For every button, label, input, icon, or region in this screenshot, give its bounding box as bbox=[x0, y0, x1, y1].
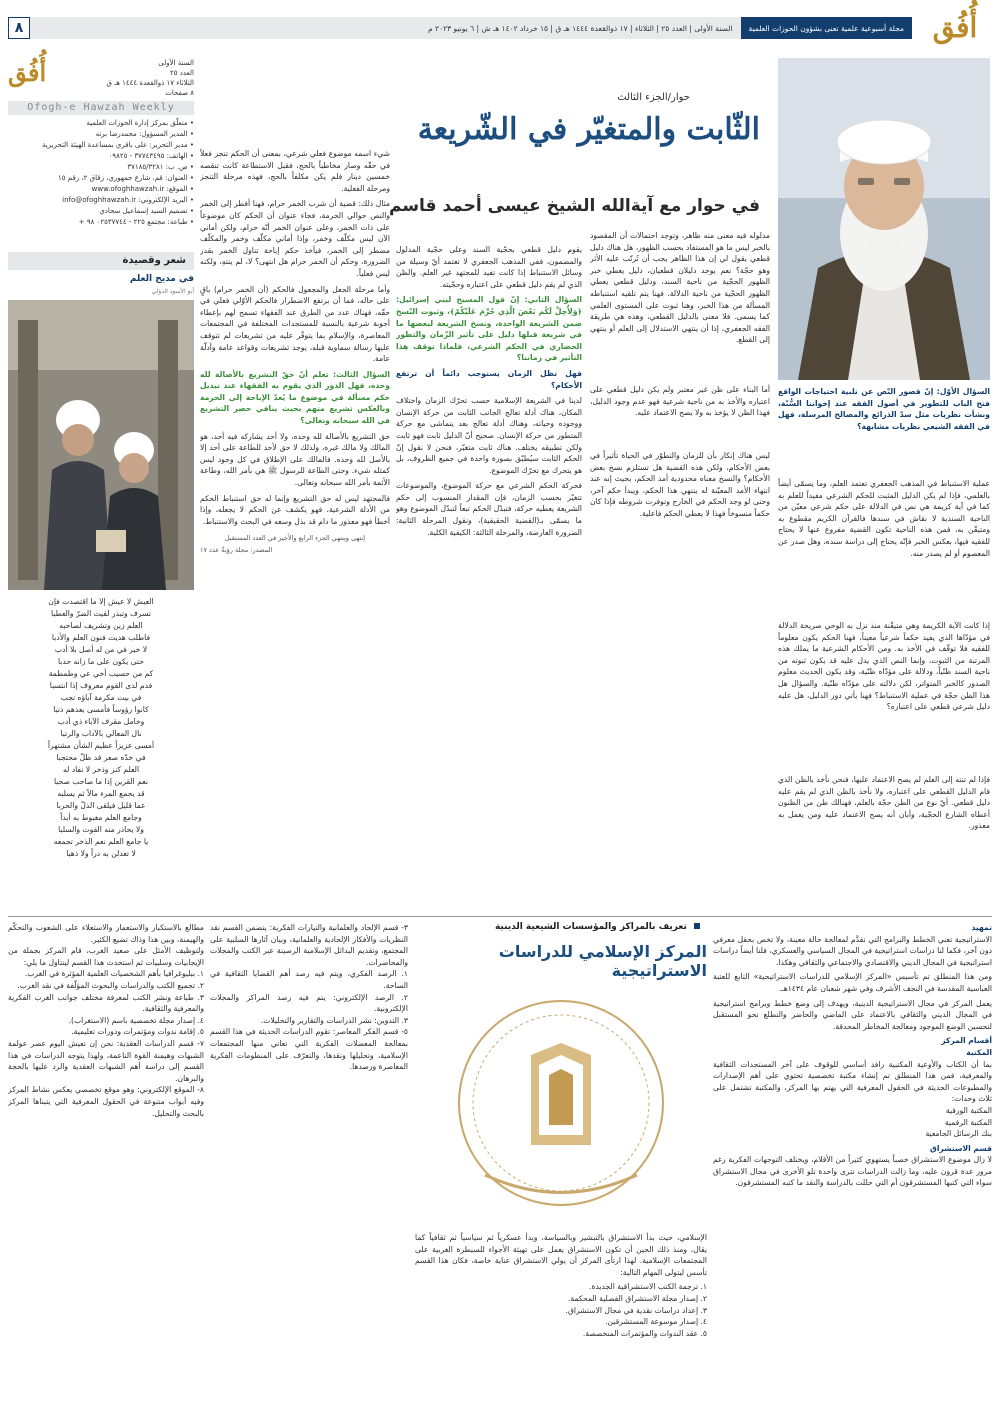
header-issue-info: السنة الأولى | العدد ٢٥ | الثلاثاء | ١٧ ذوالقعدة ١٤٤٤ هـ ق | ١٥ خرداد ١٤٠٢ هـ ش | ٦ يونيو ٢٠٢٣ م bbox=[30, 17, 741, 39]
section-tag bbox=[420, 922, 700, 932]
orient-label: قسم الاستشراق bbox=[930, 1143, 992, 1153]
masthead-pages: ٨ صفحات bbox=[165, 89, 194, 97]
article-middle-text-2: لدينا في الشريعة الإسلامية حسب تحرّك الزمان واختلاف المكان، هناك أدلة تعالج الجانب الثابت من حركة الإنسان ووجوده وحياته، وهناك أدلة تعالج بعد يتماشى مع حركة المتطور من حركة الإنسان. صحيح أنّ الدليل ثابت فهو ثابت ولكن تطبيقه يختلف. هناك ثابت متغيّر، فنحن لا نقول إنّ الحكم الثابت سيُطبّق بصورة واحدة في جميع الظروف، بل هو يتحرك مع تحرّك الموضوع. bbox=[396, 396, 582, 475]
goal-text: يعمل المركز في مجال الاستراتيجية الدينية، ويهدف إلى وضع خطط وبرامج استراتيجية في المجال الديني والثقافي بالاعتماد على الماضي والحاضر والتطلع نحو المستقبل لتحسين الوضع الموجود ومعالجة المخاطر المحدقة. bbox=[713, 998, 992, 1031]
poem-verses: العيش لا عيش إلا ما اقتصدت فإن تسرف وتبذر لقيت الضرّ والعطبا العلم زين وتشريف لصاحبه فاطلب هديت فنون العلم والأدبا لا خير في من له أصل بلا أدب حتى يكون على ما زانه حدبا كم من حسيب أخي عي وطمطمة فدم لدى القوم معروف إذا انتسبا في بيت مكرمة آباؤه نجب كانوا رؤوساً فأمسى بعدهم ذنبا وخامل مقرف الآباء ذي أدب نال المعالي بالآداب والرتبا أمسى عزيزاً عظيم الشأن مشتهراً في خدّه صعر قد ظلّ محتجبا العلم كنز وذخر لا نفاد له نعم القرين إذا ما صاحب صحبا قد يجمع المرء مالاً ثم يسلبه عما قليل فيلقى الذلّ والحربا وجامع العلم مغبوط به أبداً ولا يحاذر منه الفوت والسلبا يا جامع العلم نعم الذخر تجمعه لا تعدلن به دراً ولا ذهبا bbox=[47, 597, 155, 858]
question-1 bbox=[778, 386, 990, 476]
article-col-3: فإذا لم تنته إلى العلم لم يصح الاعتماد عليها، فنحن نأخذ بالظن الذي قام الدليل القطعي على اعتباره، ولا نأخذ بالظن الذي لم يقم عليه دليل قطعي. أيّ نوع من الظن حجّة بالعلم، فهنالك ظن من الظنون أعطاه الشارع الحجّية، وأبان أنه يصح الاعتماد عليه ومن يعمل به معذور. bbox=[778, 775, 990, 831]
poem-author: أبو الأسود الدؤلي bbox=[151, 288, 194, 295]
question-2: السؤال الثاني: إنّ قول المسيح لبني إسرائيل: ﴿وَلِأُحِلَّ لَكُم بَعْضَ الَّذِي حُرِّمَ عَلَيْكُمْ﴾، وثبوت النّسخ ضمن الشريعة الواحدة، ونسخ الشريعة لبعضها ما في شريعة قبلها دليل على تأثير الزّمان والتطور الحضاري في الحكم الشرعي، فلماذا توقف هذا التأثير في زماننا؟ bbox=[396, 295, 582, 363]
center-logo-icon bbox=[415, 985, 707, 1225]
library-unit: المكتبة الورقية bbox=[945, 1105, 992, 1115]
library-unit: المكتبة الرقمية bbox=[944, 1117, 992, 1127]
page-header bbox=[8, 8, 992, 48]
masthead-item: • متعلّق بمركز إدارة الحوزات العلمية bbox=[8, 118, 194, 128]
article-left-text-1: شيء اسمه موضوع فعلي شرعي، بمعنى أن الحكم تنجز فعلاً في حقّه وصار مخاطباً بالحج، فقبل الاستطاعة كانت تنقصه خمسين دينار فلم يكن مكلفاً بالحج، فهذه مرحلة التنجز ومرحلة الفعلية. bbox=[200, 149, 390, 193]
masthead-date: الثلاثاء ١٧ ذوالقعدة ١٤٤٤ هـ ق bbox=[106, 79, 194, 87]
article-col-2: إذا كانت الآية الكريمة وهي متيقّنة منذ نزل به الوحي صريحة الدلالة في مؤدّاها الذي يفيد حكماً شرعياً معيناً، فهنا الحكم يكون معلوماً للفقيه فلا توقّف في الأخذ به. ومن الأحكام الشرعية ما يملك هذه المرتبة من الثبوت، وإنما النص الذي يدل عليه قد يكون ثبوته من ناحية السند ظنّياً، ودلالة على مؤدّاه ظنّية، وقد يكون الحديث معلوم الصدور كالخبر المتواتر، لكن دلالته على مؤدّاه ظنّية. والسؤال هل هذا الظن حجّة في عملية الاستنباط؟ فهنا يأتي دور الدليل، هل عليه دليل شرعي قطعي على اعتباره؟ bbox=[778, 621, 990, 712]
masthead-item: • تصميم السيد إسماعيل سجادي bbox=[8, 206, 194, 216]
masthead-item: • العنوان: قم، شارع جمهوري، زقاق ٢، رقم ١٥ bbox=[8, 173, 194, 183]
institution-emblem bbox=[415, 985, 707, 1225]
institution-title: المركز الإسلامي للدراسات الاستراتيجية bbox=[498, 942, 707, 980]
article-left-end: فالمجتهد ليس له حق التشريع وإنما له حق استنباط الحكم من الأدلة الشرعية، فهو يكشف عن الحكم لا يجعله، وإذا أخطأ فهو معذور ما دام قد بذل وسعه في البحث والاستنباط. bbox=[200, 493, 390, 526]
founding-text: ومن هذا المنطلق تم تأسيس «المركز الإسلامي للدراسات الاستراتيجية» التابع للعتبة العباسية المقدسة في النجف الأشرف وفي شهر شعبان عام ١٤٣٤هـ. bbox=[713, 972, 992, 993]
masthead-issue: العدد ٢٥ bbox=[169, 69, 194, 77]
students-illustration bbox=[8, 300, 194, 590]
article-middle-text-1: يقوم دليل قطعي بحجّية السند وعلى حجّية المدلول والمضمون، ففي المذهب الجعفري لا تعتمد أيّ وسيلة من وسائل الاستنباط إذا كانت تفيد للمجتهد غير العلم. والظن الذي لم يقم دليل قطعي على اعتباره وحجّيته. bbox=[396, 245, 582, 289]
article-middle-text-3: فحركة الحكم الشرعي مع حركة الموضوع، والموضوعات تتغيّر بحسب الزمان، فإن المقدار المنسوب إلى حكم الشريعة يعطيه حركة، فتبدّل الحكم تبعاً لتبدّل الموضوع وهو ما يسمّى بـ(القضية الحقيقية)، ونقول المرحلة الثانية: الضرورة العارضة، والمرحلة الثالثة: الكيفية الكلية. bbox=[396, 481, 582, 537]
article-col-left bbox=[200, 148, 390, 908]
question-4: السؤال الثالث: تعلم أنّ حقّ التشريع بالأصالة لله وحده، فهل الدور الذي يقوم به الفقهاء عند تبديل حكم مسألة في موضوع ما يُعدّ الإباحة إلى الحرمة وبالعكس تشريع متهم بحيث ينافي حصر التشريع في الله سبحانه وتعالى؟ bbox=[200, 369, 390, 426]
institution-col-3: ٣- قسم الإلحاد والعلمانية والتيارات الفكرية: يتضمن القسم نقد النظريات والأفكار الإلحادية والعلمانية، وبيان آثارها السلبية على المجتمع، وتقديم البدائل الإسلامية الرصينة عبر الكتب والمجلات والمحاضرات. ١. الرصد الفكري، ويتم فيه رصد أهم القضايا الثقافية في الساحة. ٢. الرصد الإلكتروني: يتم فيه رصد المراكز والمجلات الإلكترونية. ٣. التدوين: نشر الدراسات والتقارير والتحليلات. ٥- قسم الفكر المعاصر: تقوم الدراسات الحديثة في هذا القسم بمعالجة المعضلات الفكرية التي تعاني منها المجتمعات الإسلامية، وتحليلها ونقدها، والتعرّف على المنظومات الفكرية المعاصرة ورصدها. bbox=[210, 923, 408, 1072]
poetry-section-label: شعر وقصيدة bbox=[8, 252, 194, 270]
masthead-item: • المدير المسؤول: محمدرضا برته bbox=[8, 129, 194, 139]
article-kicker: حوار/الجزء الثالث bbox=[617, 92, 690, 103]
article-left-text-2: مثال ذلك: قضية أن شرب الخمر حرام، فهنا أفطر إلى الخمر والنص حوالي الحرمة، فجاء عنوان أن الحكم كان موضوعاً على ذات الخمر، وعلى عنوان الخمر أنّه حرام، ولكن أماني الآن ليس مكلّف وخمر، وإذا أماني مكلّف وخمر والمكلّف مضطر إلى الخمر، فيأخذ حكم إباحة تناول الخمر بقدر الضرورة، وحكم أن الخمر حرام هل انتهى؟ لا، لم ينتهِ، ولكنه ليس فعلياً. bbox=[200, 199, 390, 278]
question-3: فهل تظل الزمان يستوجب دائماً أن ترتفع الأحكام؟ bbox=[396, 368, 582, 390]
article-title: الثّابت والمتغيّر في الشّريعة bbox=[417, 112, 760, 147]
masthead-logo: أُفُق bbox=[8, 58, 47, 87]
masthead-item: • طباعة: مجتمع ٢٢٥ - ٠٢٥٣٧٧٤٤ ٩٨ + bbox=[8, 217, 194, 227]
students-photo bbox=[8, 300, 194, 590]
newspaper-logo: أُفُق bbox=[932, 11, 978, 44]
source-note: المصدر: مجلة رؤيةٌ عدد ١٧ bbox=[200, 546, 273, 554]
masthead-item: • ص. ب: ٣٧١٨٥/٣٢٨١ bbox=[8, 162, 194, 172]
intro-label: تمهيد bbox=[971, 923, 992, 932]
portrait-illustration bbox=[778, 58, 990, 380]
institution-col-4: مطالع بالاستكبار والاستعمار والاستعلاء على الشعوب والتحكّم والهيمنة، وبين هذا وذاك تضيع الكثير. ولتوظيف الأمثل على صعيد الغرب، قام المركز بجملة من الإيجابيات وسلبيات ثم استحدث هذا القسم لينتاول ما يلي: ١. ببليوغرافيا بأهم الشخصيات العلمية المؤثرة في الغرب. ٢. تجميع الكتب والدراسات والبحوث المؤلّفة في نقد الغرب. ٣. طباعة ونشر الكتب لمعرفة مختلف جوانب الغرب الفكرية والمعرفية والثقافية. ٤. إصدار مجلة تخصصية باسم (الاستغراب). ٥. إقامة ندوات ومؤتمرات ودورات تعليمية. ٧- قسم الدراسات العقدية: نحن إن تعيش اليوم عصر عولمة الشبهات وهيمنة القوة الناعمة، ولهذا يتوجه الدراسات في هذا القسم إلى دراسة أهم الشبهات العقدية والرد عليها بالحجة والبرهان. ٨- الموقع الإلكتروني: وهو موقع تخصصي يعكس نشاط المركز وفيه أبواب متنوعة في الحقول المعرفية التي يتبناها المركز بالبحث والتحليل. bbox=[8, 923, 204, 1118]
scholar-portrait-photo bbox=[778, 58, 990, 380]
section-tag-label: تعريف بالمراكز والمؤسسات الشيعية الدينية bbox=[494, 922, 687, 932]
header-tagline: مجلة أسبوعية علمية تعنى بشؤون الحوزات العلمية bbox=[741, 17, 912, 39]
article-col-1b: أما البناء على ظن غير معتبر ولم يكن دليل قطعي على اعتباره والأخذ به من ناحية شرعية فهو عدم وجود الدليل، فهذا الظن لا يؤخذ به ولا يصح الاعتماد عليه. bbox=[590, 385, 770, 418]
orient-text: لا زال موضوع الاستشراق خصباً يستهوي كثيراً من الأقلام، ويختلف التوجهات الفكرية رغم مرور عدة قرون عليه، وما زالت الدراسات تترى واحدة تلو الأخرى في مجال الاستشراق سواء التي كتبها المستشرقون أم التي حللت بالدراسة والنقد ما كتبه المستشرقون. bbox=[713, 1155, 992, 1188]
masthead-year: السنة الأولى bbox=[158, 59, 194, 67]
masthead-issue-info bbox=[107, 58, 194, 98]
answer-1: عملية الاستنباط في المذهب الجعفري تعتمد العلم، وما يسمّى أيضاً بالعلمي، فإذا لم يكن الدليل المثبت للحكم الشرعي مفيداً للعلم به كما في آية كريمة هي نص في الدلالة على حكم شرعي معيّن من الناحية السندية لا نقاش في سندها فالقرآن الكريم مقطوع به ومتيقّن به، فمن هذه الناحية تكون القضية مفروغ عنها لا يحتاج للفقيه فيها، بعكس الخبر فإنّه يحتاج إلى دراسة سنده، وهل صدر عن المعصوم أو لم يصدر منه. bbox=[778, 479, 990, 558]
section-divider bbox=[8, 916, 992, 917]
masthead-item: • الهاتف: ٣٧٧٤٣٤٩٥ - ٠٩٨٢٥ bbox=[8, 151, 194, 161]
article-left-text-3: وأما مرحلة الجعل والمجعول فالحكم (أن الخمر حرام) باقٍ على حاله، فما أن يرتفع الاضطرار فالحكم الأوّلي فعلي في حقّه، فهناك عدد من الطرق عند الفقهاء تسمح لهم بإعطاء أجوبة شرعية بالنسبة للمستجدات المختلفة في المجتمعات المعاصرة، والإسلام بما يتوفّر عليه من تشريعات لم تتوقف عليها رسالة سماوية قبله، يوجد تشريعات وقواعد عامة وأدلّة عامة. bbox=[200, 284, 390, 364]
library-label: المكتبة bbox=[966, 1047, 992, 1057]
continued-note: إنتهى وينتهي الجزء الرابع والأخير في العدد المستقبل bbox=[224, 534, 366, 543]
col2-text: الإسلامي، حيث بدأ الاستشراق بالتبشير وبالسياسة، وبدأ عسكرياً ثم سياسياً ثم ثقافياً كما يقال، ومنذ ذلك الحين أن تكون الاستشراق يعمل على تهيئة الأجواء للسيطرة الغربية على المجتمعات الإسلامية. لهذا ارتأى المركز أن يولي الاستشراق عناية خاصة، فكان هذا القسم تأسس ليتولى المهام التالية: bbox=[415, 1233, 707, 1277]
institution-col-2 bbox=[415, 1232, 707, 1420]
intro-text: الاستراتيجية تعني الخطط والبرامج التي تقدَّم لمعالجة حالة معينة، ولا تخص بحقل معرفي دون آخر، فكما لنا دراسات استراتيجية في المجال السياسي والعسكري، فلنا أيضاً دراسات استراتيجية في المجال الديني والاقتصادي والاجتماعي والثقافي وهكذا. bbox=[713, 934, 992, 967]
article-col-mid-right: ليس هناك إنكار بأن للزمان والتطوّر في الحياة تأثيراً في بعض الأحكام، ولكن هذه القضية هل تستلزم نسخ بعض الأحكام؟ والنسخ معناه محدودية أمد الحكم، بحيث إنه عند انتهاء الأمد المعيّنة له ينتهي هذا الحكم، ويبدأ حكم آخر، وحتى لو وجد الحكم في الخارج وتوفرت شروطه فإذا كان حكماً منسوخاً فهذا لا يعطي الحكم فاعلية. bbox=[590, 451, 770, 518]
article-col-1a: مدلوله فيه معنى منه ظاهر، وتوجد احتمالات أن المقصود بالخبر ليس ما هو المستفاد بحسب الظهور، هل هناك دليل قطعي يقول لي إن هذا الظاهر يجب أن تُرتّب عليه الأثر وهو حجّة؟ نعم يوجد دليلان قطعيان، دليل يعطي خبر الظهور الحجّية من ناحية السند، ودليل قطعي يعطي الظهور الحجّية من ناحية الدلالة. فهنا يتم تلقيه استنباطه المسألة من هذا الخبر، وهنا ثبوت على المستوى العلمي كما يسمى. فلا معنى بالدليل القطعي، وهذه هي طريقة الفقه الجعفري، إذا أن ينتهي الاستدلال إلى العلم أو ينتهي إلى القطع. bbox=[590, 231, 770, 345]
answer-4: حق التشريع بالأصالة لله وحده، ولا أحد يشاركه فيه أحد، هو المالك ولا مالك غيره، ولذلك لا حق لأحد للطاعة على أحد إلا بالأصل لله وحده. فالمالك على الإطلاق في كل وجود ليس كمثله شيء. وحتى الطاعة للرسول ﷺ هي بأمر الله، وطاعة الأئمة بأمر الله سبحانه وتعالى. bbox=[200, 431, 390, 488]
orient-tasks: ١. ترجمة الكتب الاستشراقية الجديدة. ٢. إصدار مجلة الاستشراق الفصلية المحكمة. ٣. إعداد دراسات نقدية في مجال الاستشراق. ٤. إصدار موسوعة المستشرقين. ٥. عقد الندوات والمؤتمرات المتخصصة. bbox=[565, 1282, 707, 1338]
institution-col-1 bbox=[713, 922, 992, 1420]
sections-label: أقسام المركز bbox=[941, 1036, 992, 1046]
header-strip bbox=[8, 17, 912, 39]
library-text: بما أن الكتاب والأوعية المكتبية رافد أساسي للوقوف على آخر المستجدات الثقافية والمعرفية، فمن هذا المنطلق تم إنشاء مكتبة تخصصية تحتوي على أهم الإصدارات والمطبوعات الحديثة في الحقول المعرفية التي يهتم بها المركز، والمكتبة تشتمل على ثلاث وحدات: bbox=[713, 1059, 992, 1104]
masthead-item[interactable]: • البريد الإلكتروني: info@ofoghhawzah.ir bbox=[8, 195, 194, 205]
poem-title: في مديح العلم bbox=[129, 274, 194, 284]
page-number: ٨ bbox=[8, 17, 30, 39]
library-unit: بنك الرسائل الجامعية bbox=[925, 1129, 992, 1139]
masthead-item: • مدير التحرير: على باقري بمساعدة الهيئة التحريرية bbox=[8, 140, 194, 150]
masthead-item[interactable]: • الموقع: www.ofoghhawzah.ir bbox=[8, 184, 194, 194]
question-1-text: السؤال الأوّل: إنّ قصور النّص عن تلبية احتياجات الواقع فتح الباب للتطوير في أصول الفقه عند إخواننا السُّنّة، ونشأت نظريات مثل سدّ الذرائع والمصالح المرسلة، فهل في الفقه الشيعي نظريات مشابهة؟ bbox=[778, 387, 990, 431]
square-bullet-icon bbox=[694, 923, 700, 929]
masthead bbox=[8, 58, 194, 228]
article-subtitle: في حوار مع آيةالله الشيخ عيسى أحمد قاسم bbox=[388, 196, 760, 216]
masthead-credits bbox=[8, 118, 194, 227]
article-col-middle bbox=[396, 244, 582, 908]
masthead-weekly-label: Ofogh-e Hawzah Weekly bbox=[8, 101, 194, 115]
